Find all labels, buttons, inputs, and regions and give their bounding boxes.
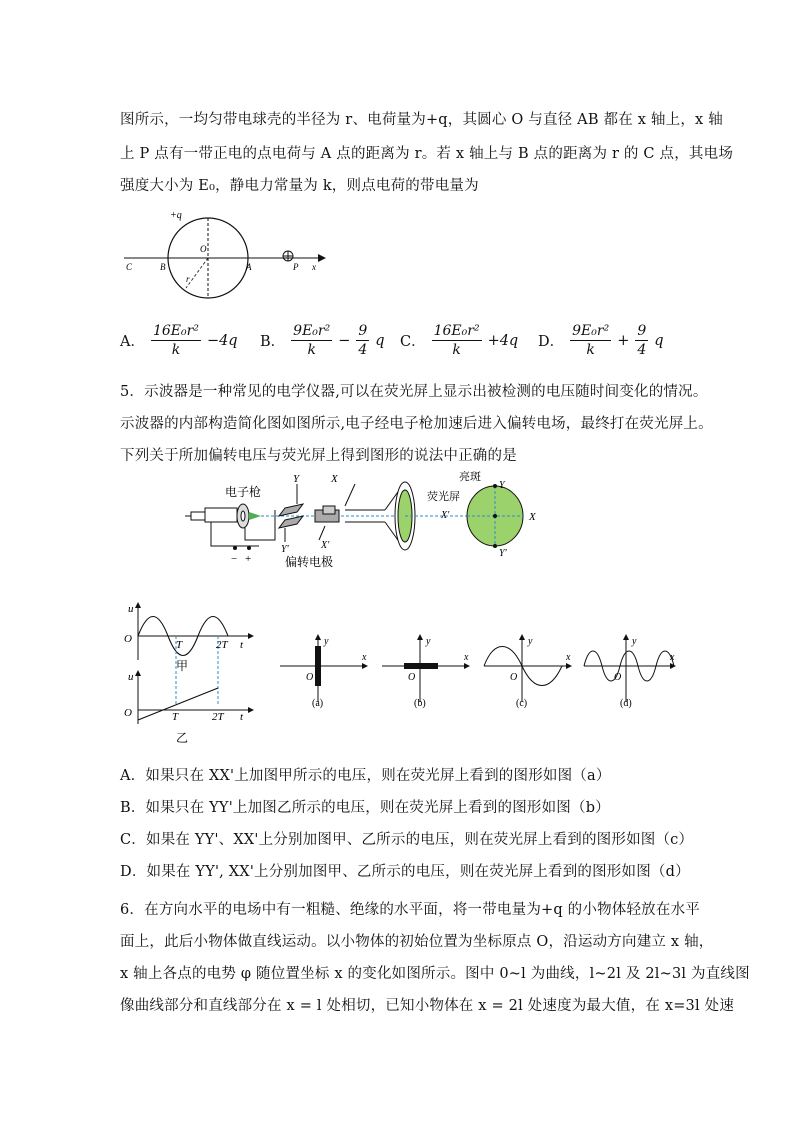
svg-text:x: x [464,652,469,663]
svg-text:x: x [670,652,675,663]
label-jia: 甲 [176,659,189,673]
label-O-yi: O [124,707,132,719]
option-a[interactable] [120,322,238,359]
option-tail: − [338,332,351,349]
option-letter: B． [260,334,286,350]
label-yi: 乙 [176,731,189,745]
label-P: P [293,262,299,272]
q6-text-line-4: 像曲线部分和直线部分在 x = l 处相切，已知小物体在 x = 2l 处速度为最大值，在 x=3l 处速 [120,998,735,1014]
label-a: (a) [312,698,324,709]
label-u-yi: u [128,671,134,683]
label-spot: 亮斑 [459,471,481,483]
option-c[interactable] [400,322,518,359]
label-r: r [186,274,190,284]
option-letter: A． [120,334,145,350]
label-Xp: X' [321,540,330,551]
pattern-b [382,634,470,709]
q4-text-line-2: 上 P 点有一带正电的点电荷与 A 点的距离为 r。若 x 轴上与 B 点的距离为 r 的 C 点，其电场 [120,146,734,162]
fraction-2: $\frac{9}{4}$ [358,323,368,358]
option-letter: D． [538,334,565,350]
oscilloscope-diagram [185,470,565,570]
label-O-jia: O [124,633,132,645]
label-screen-Yp: Y' [499,548,507,559]
label-c: (c) [516,698,528,709]
label-b: (b) [414,698,426,709]
label-t-yi: t [240,711,244,723]
label-T-yi: T [172,711,179,723]
svg-text:y: y [426,636,431,647]
q5-choice-c[interactable]: C．如果在 YY'、XX'上分别加图甲、乙所示的电压，则在荧光屏上看到的图形如图（c） [120,832,694,848]
label-gun: 电子枪 [225,485,262,499]
option-tail: + [617,332,630,349]
svg-text:x: x [566,652,571,663]
label-plates: 偏转电极 [285,555,334,569]
pattern-a [280,634,368,709]
minus-sign: − [231,553,238,565]
q4-text-line-3: 强度大小为 E₀，静电力常量为 k，则点电荷的带电量为 [120,178,479,194]
label-screen-Y: Y [499,480,505,491]
svg-text:O: O [306,672,314,683]
option-tail: −4q [206,332,238,349]
label-2T-jia: 2T [216,639,228,651]
label-O: O [200,244,207,254]
pattern-c [484,634,572,709]
label-u-jia: u [128,603,134,615]
option-letter: C． [400,334,426,350]
label-B: B [160,262,166,272]
q6-text-line-1: 6．在方向水平的电场中有一粗糙、绝缘的水平面，将一带电量为+q 的小物体轻放在水平 [120,902,700,918]
label-screen-X: X [529,511,536,523]
plus-sign: + [245,553,252,565]
svg-text:O: O [510,672,518,683]
fraction: $\frac{\text{16E₀r²}}{k}$ [433,323,480,358]
q5-text-line-3: 下列关于所加偏转电压与荧光屏上得到图形的说法中正确的是 [120,448,517,464]
label-q: +q [170,210,182,221]
option-d[interactable] [538,322,664,359]
shell-figure [118,208,338,304]
screen-patterns [278,632,688,714]
svg-text:y: y [632,636,637,647]
svg-text:x: x [362,652,367,663]
svg-text:y: y [324,636,329,647]
fraction: $\frac{\text{9E₀r²}}{k}$ [572,323,610,358]
voltage-graphs [118,600,258,750]
label-d: (d) [620,698,632,709]
q6-text-line-3: x 轴上各点的电势 φ 随位置坐标 x 的变化如图所示。图中 0~l 为曲线，l~2l 及 2l~3l 为直线图 [120,966,750,982]
label-screen-Xp: X' [441,510,450,521]
q5-text-line-2: 示波器的内部构造简化图如图所示,电子经电子枪加速后进入偏转电场，最终打在荧光屏上。 [120,416,713,432]
label-Y: Y [293,473,300,485]
label-screen: 荧光屏 [427,491,460,503]
label-Yp: Y' [281,544,289,555]
svg-text:O: O [614,672,622,683]
q5-choice-d[interactable]: D．如果在 YY', XX'上分别加图甲、乙所示的电压，则在荧光屏上看到的图形如图（d） [120,864,690,880]
q4-text-line-1: 图所示，一均匀带电球壳的半径为 r、电荷量为+q，其圆心 O 与直径 AB 都在 x 轴上，x 轴 [120,112,723,128]
option-tail: +4q [487,332,519,349]
label-C: C [126,262,133,272]
svg-text:O: O [408,672,416,683]
pattern-d [584,634,676,709]
label-X: X [331,473,338,485]
fraction-2: $\frac{9}{4}$ [637,323,647,358]
option-tail-2: q [375,332,385,349]
label-T-jia: T [176,639,183,651]
option-b[interactable] [260,322,385,359]
q5-text-line-1: 5．示波器是一种常见的电学仪器,可以在荧光屏上显示出被检测的电压随时间变化的情况。 [120,384,708,400]
label-A: A [246,262,252,272]
q5-choice-a[interactable]: A．如果只在 XX'上加图甲所示的电压，则在荧光屏上看到的图形如图（a） [120,768,611,784]
label-t-jia: t [240,639,244,651]
option-tail-2: q [654,332,664,349]
q6-text-line-2: 面上，此后小物体做直线运动。以小物体的初始位置为坐标原点 O，沿运动方向建立 x 轴， [120,934,714,950]
label-2T-yi: 2T [212,711,224,723]
svg-text:y: y [528,636,533,647]
fraction: $\frac{\text{9E₀r²}}{k}$ [293,323,331,358]
q5-choice-b[interactable]: B．如果只在 YY'上加图乙所示的电压，则在荧光屏上看到的图形如图（b） [120,800,610,816]
fraction: $\frac{\text{16E₀r²}}{k}$ [152,323,199,358]
label-x: x [312,262,316,272]
